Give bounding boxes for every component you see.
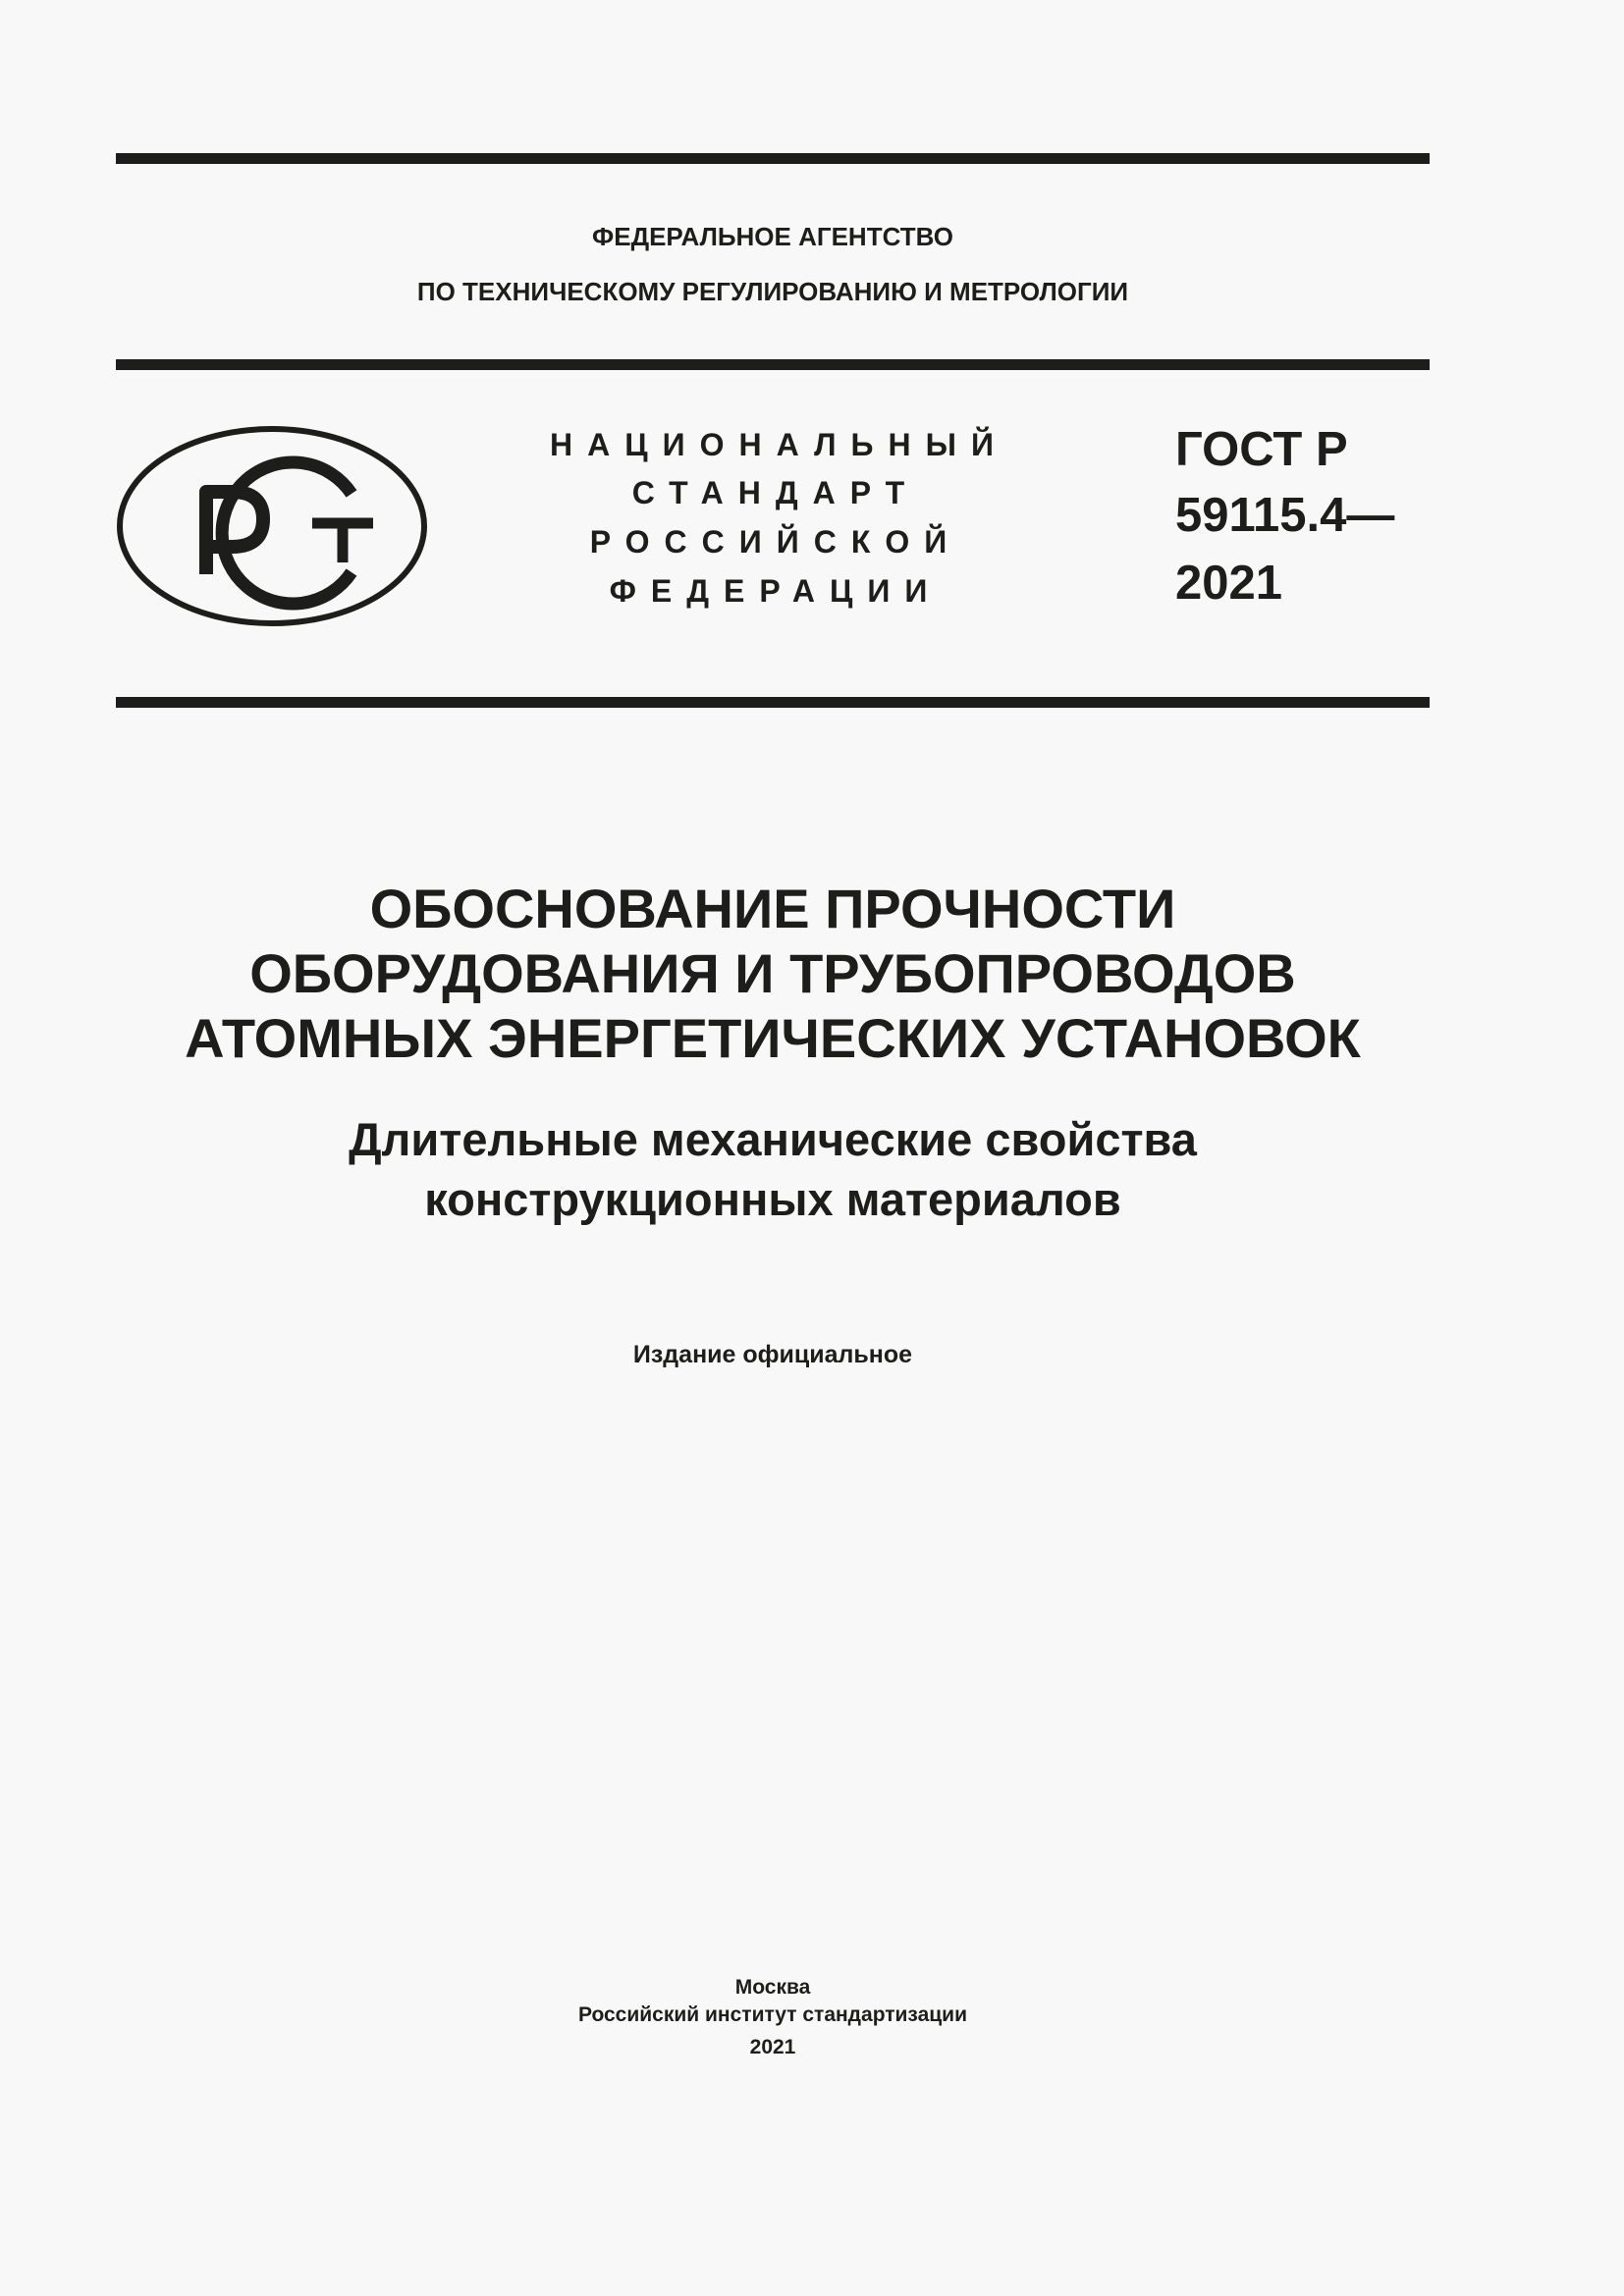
standard-type-line-4: ФЕДЕРАЦИИ xyxy=(609,573,943,609)
agency-line-2: ПО ТЕХНИЧЕСКОМУ РЕГУЛИРОВАНИЮ И МЕТРОЛОГИИ xyxy=(416,277,1129,306)
logo-rule xyxy=(116,697,1430,708)
edition-label: Издание официальное xyxy=(632,1341,913,1368)
header-rule xyxy=(116,359,1430,370)
top-rule xyxy=(116,153,1430,164)
agency-line-1: ФЕДЕРАЛЬНОЕ АГЕНТСТВО xyxy=(592,222,953,251)
designation-line-1: ГОСТ Р xyxy=(1175,423,1348,476)
title-line-3: АТОМНЫХ ЭНЕРГЕТИЧЕСКИХ УСТАНОВОК xyxy=(185,1007,1361,1069)
imprint-year: 2021 xyxy=(749,2036,796,2058)
imprint-publisher: Российский институт стандартизации xyxy=(577,2003,968,2026)
imprint-city: Москва xyxy=(734,1976,811,1999)
standard-type-line-1: НАЦИОНАЛЬНЫЙ xyxy=(550,427,1008,462)
rst-logo-icon xyxy=(116,425,428,627)
designation-line-3: 2021 xyxy=(1175,557,1283,610)
designation-line-2: 59115.4— xyxy=(1175,489,1395,542)
standard-type-line-3: РОССИЙСКОЙ xyxy=(589,524,962,560)
title-line-1: ОБОСНОВАНИЕ ПРОЧНОСТИ xyxy=(369,878,1176,939)
title-line-2: ОБОРУДОВАНИЯ И ТРУБОПРОВОДОВ xyxy=(249,942,1296,1004)
subtitle-line-1: Длительные механические свойства xyxy=(349,1113,1197,1165)
standard-type-line-2: СТАНДАРТ xyxy=(631,475,920,510)
subtitle-line-2: конструкционных материалов xyxy=(424,1173,1121,1225)
